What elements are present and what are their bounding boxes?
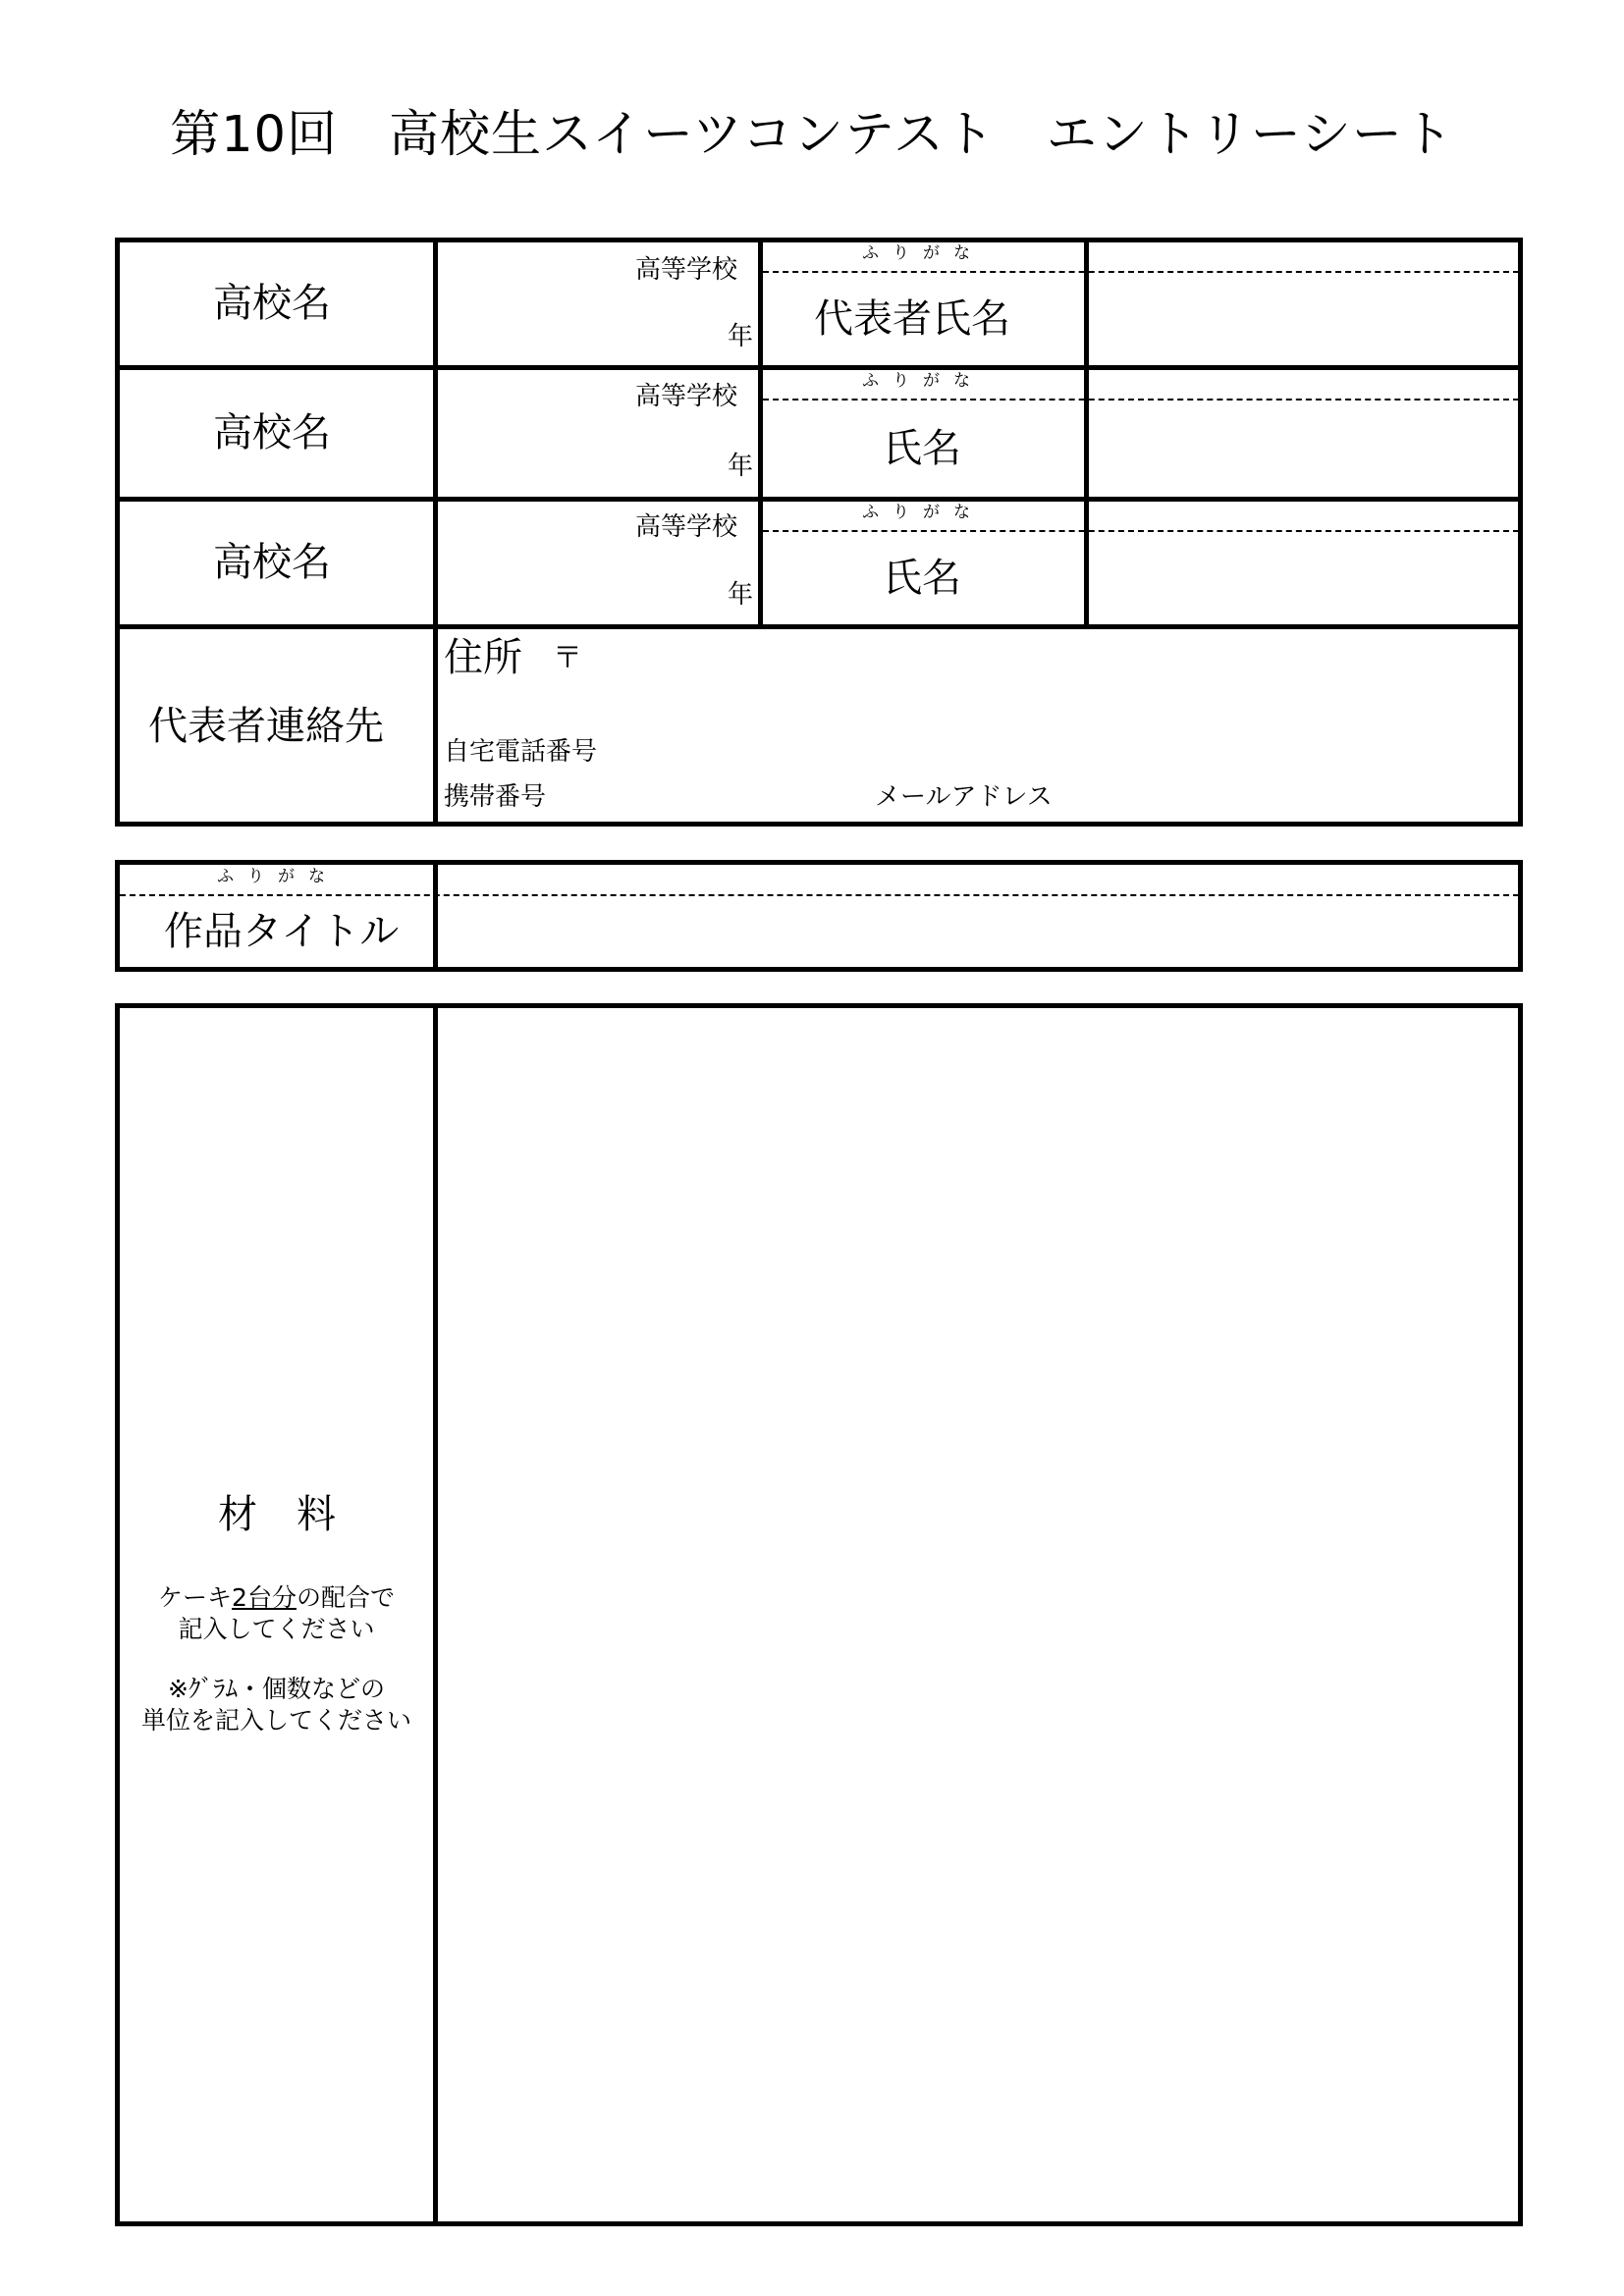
- grade-suffix: 年: [728, 580, 754, 610]
- address-label: 住所: [444, 635, 522, 680]
- divider: [1084, 238, 1089, 626]
- furigana-line: [763, 530, 1519, 532]
- note-text: 単位を記入してください: [140, 1706, 411, 1735]
- note-text: ケーキ: [158, 1583, 233, 1612]
- furigana-label: ふりがな: [217, 867, 339, 886]
- home-phone-label: 自宅電話番号: [444, 737, 598, 767]
- mobile-input[interactable]: [569, 777, 864, 817]
- divider: [433, 1003, 438, 2226]
- work-furigana-input[interactable]: [439, 866, 1518, 893]
- member-name-input[interactable]: [1090, 402, 1518, 493]
- member-name-input[interactable]: [1090, 534, 1518, 620]
- note-text: ※ｸﾞﾗﾑ・個数などの: [168, 1675, 385, 1703]
- furigana-label: ふりがな: [862, 371, 984, 391]
- divider: [758, 238, 763, 626]
- school-name-label: 高校名: [213, 281, 331, 326]
- note-emphasis: 2台分: [232, 1583, 297, 1612]
- address-input[interactable]: [589, 632, 1518, 711]
- furigana-line: [763, 399, 1519, 400]
- postal-mark: 〒: [553, 641, 582, 675]
- member-name-label: 氏名: [883, 556, 961, 601]
- mobile-label: 携帯番号: [444, 782, 547, 812]
- note-text: 記入してください: [178, 1615, 375, 1643]
- grade-suffix: 年: [728, 452, 754, 481]
- school-suffix: 高等学校: [635, 382, 738, 411]
- ingredients-input[interactable]: [439, 1009, 1518, 2221]
- member-name-label: 氏名: [883, 426, 961, 471]
- school-suffix: 高等学校: [635, 512, 738, 542]
- furigana-label: ふりがな: [862, 243, 984, 263]
- divider: [115, 365, 1523, 370]
- ingredients-note-quantity: [120, 1582, 433, 1645]
- work-title-input[interactable]: [439, 899, 1518, 967]
- divider: [433, 860, 438, 972]
- contact-label: 代表者連絡先: [148, 704, 384, 749]
- furigana-input[interactable]: [1090, 371, 1518, 397]
- grade-suffix: 年: [728, 322, 754, 351]
- note-text: の配合で: [296, 1583, 395, 1612]
- page-title: 第10回 高校生スイーツコンテスト エントリーシート: [170, 106, 1454, 164]
- school-name-label: 高校名: [213, 410, 331, 455]
- school-suffix: 高等学校: [635, 255, 738, 285]
- work-title-label: 作品タイトル: [164, 909, 400, 954]
- furigana-line: [120, 894, 1519, 896]
- furigana-input[interactable]: [1090, 243, 1518, 269]
- home-phone-input[interactable]: [628, 732, 1518, 772]
- furigana-line: [763, 271, 1519, 273]
- representative-name-input[interactable]: [1090, 275, 1518, 361]
- email-input[interactable]: [1070, 777, 1518, 817]
- divider: [115, 497, 1523, 502]
- divider: [115, 624, 1523, 629]
- ingredients-note-units: [120, 1674, 433, 1736]
- divider: [433, 238, 438, 827]
- ingredients-label: 材 料: [218, 1492, 336, 1537]
- school-name-label: 高校名: [213, 540, 331, 585]
- furigana-input[interactable]: [1090, 503, 1518, 528]
- furigana-label: ふりがな: [862, 503, 984, 522]
- email-label: メールアドレス: [875, 782, 1053, 812]
- representative-name-label: 代表者氏名: [814, 296, 1010, 342]
